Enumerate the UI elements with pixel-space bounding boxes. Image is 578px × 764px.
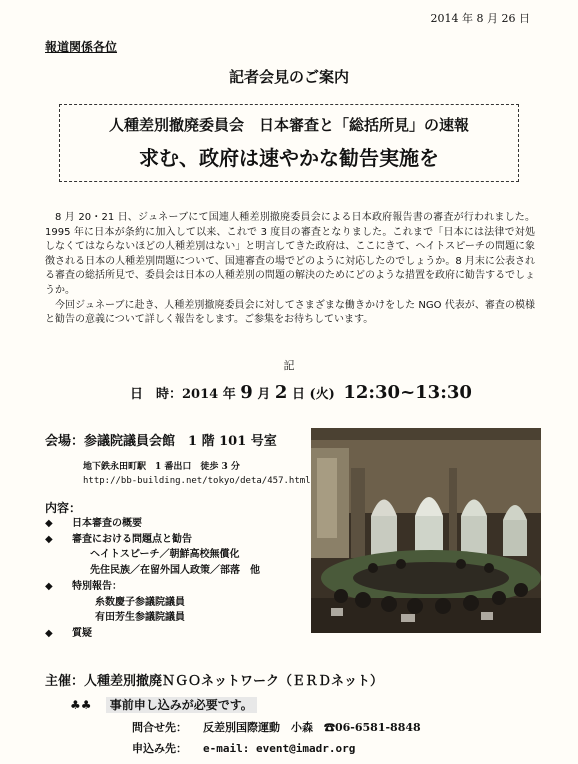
addressee: 報道関係各位 [45, 40, 118, 54]
clubs-icon: ♣♣ [70, 698, 92, 712]
main-title: 記者会見のご案内 [228, 68, 349, 86]
list-item-text: 日本審査の概要 [72, 518, 142, 529]
datetime-year: 2014 年 [182, 387, 236, 402]
venue-access: 地下鉄永田町駅 1 番出口 徒歩 3 分 [83, 462, 240, 472]
list-item [45, 532, 260, 548]
datetime-month-unit: 月 [257, 387, 271, 402]
contents-list [45, 516, 260, 642]
list-item [45, 626, 260, 642]
body-paragraph-1: 8 月 20・21 日、ジュネーブにて国連人種差別撤廃委員会による日本政府報告書の審査が行われました。1995 年に日本が条約に加入して以来、これで 3 度目の審査となりました。これまで「日本には法律で対処しなくてはならないほどの人種差別はない」と明言してきた政府は、ここにきて、ヘイトスピーチの問題に象徴される日本の人種差別問題について、国連審査の場でどのように対応したのでしょうか。8 月末に公表される審査の総括所見で、委員会は日本の人種差別の問題の解決のためにどのような措置を政府に勧告するでしょうか。 [45, 212, 535, 296]
inquiry-contact [132, 719, 421, 735]
list-item-text: 質疑 [72, 627, 92, 639]
list-subitem: 先住民族／在留外国人政策／部落 他 [90, 565, 260, 577]
list-item [45, 516, 260, 532]
apply-label: 申込み先： [132, 742, 187, 755]
organizer-label: 主催： [45, 674, 85, 689]
list-subitem: 有田芳生参議院議員 [95, 612, 185, 624]
title-line-2: 求む、政府は速やかな勧告実施を [139, 146, 439, 170]
diamond-bullet-icon: ◆ [45, 580, 53, 592]
datetime-day: 2 [274, 382, 288, 403]
ki-marker: 記 [283, 359, 295, 372]
inquiry-label: 問合せ先： [132, 721, 187, 734]
organizer [45, 670, 383, 689]
apply-contact [132, 740, 355, 756]
datetime-weekday: (火) [309, 387, 335, 402]
registration-notice [70, 696, 257, 713]
list-subitem: 糸数慶子参議院議員 [95, 596, 185, 608]
body-paragraph-2: 今回ジュネーブに赴き、人種差別撤廃委員会に対してさまざまな働きかけをした NGO 代表が、審査の模様と勧告の意義について詳しく報告をします。ご参集をお待ちしています。 [45, 299, 535, 326]
venue-url-link[interactable]: http://bb-building.net/tokyo/deta/457.html [83, 476, 311, 486]
meeting-room-photo-svg [311, 428, 541, 633]
body-text [45, 211, 535, 328]
venue-name: 参議院議員会館 1 階 101 号室 [84, 434, 277, 449]
contents-heading: 内容： [45, 501, 82, 515]
datetime-month: 9 [240, 382, 253, 403]
diamond-bullet-icon: ◆ [45, 627, 53, 639]
datetime-time: 12:30~13:30 [343, 382, 472, 403]
venue-label: 会場： [45, 434, 85, 449]
registration-notice-text: 事前申し込みが必要です。 [106, 697, 257, 713]
list-item [45, 579, 260, 595]
inquiry-value: 反差別国際運動 小森 ☎06-6581-8848 [203, 721, 421, 734]
document-date: 2014 年 8 月 26 日 [430, 12, 530, 25]
organizer-name: 人種差別撤廃ＮＧＯネットワーク（ＥＲＤネット） [84, 674, 384, 689]
list-subitem: ヘイトスピーチ／朝鮮高校無償化 [90, 549, 240, 561]
list-item-text: 特別報告： [72, 580, 122, 592]
datetime-day-unit: 日 [291, 387, 305, 402]
datetime-label: 日 時： [130, 387, 183, 402]
apply-email-link[interactable]: e-mail: event@imadr.org [203, 742, 356, 755]
venue [45, 430, 277, 449]
diamond-bullet-icon: ◆ [45, 533, 53, 545]
title-line-1: 人種差別撤廃委員会 日本審査と「総括所見」の速報 [108, 116, 469, 134]
diamond-bullet-icon: ◆ [45, 518, 53, 529]
list-item-text: 審査における問題点と勧告 [72, 533, 192, 545]
event-datetime [130, 382, 472, 403]
meeting-room-photo [311, 428, 541, 633]
